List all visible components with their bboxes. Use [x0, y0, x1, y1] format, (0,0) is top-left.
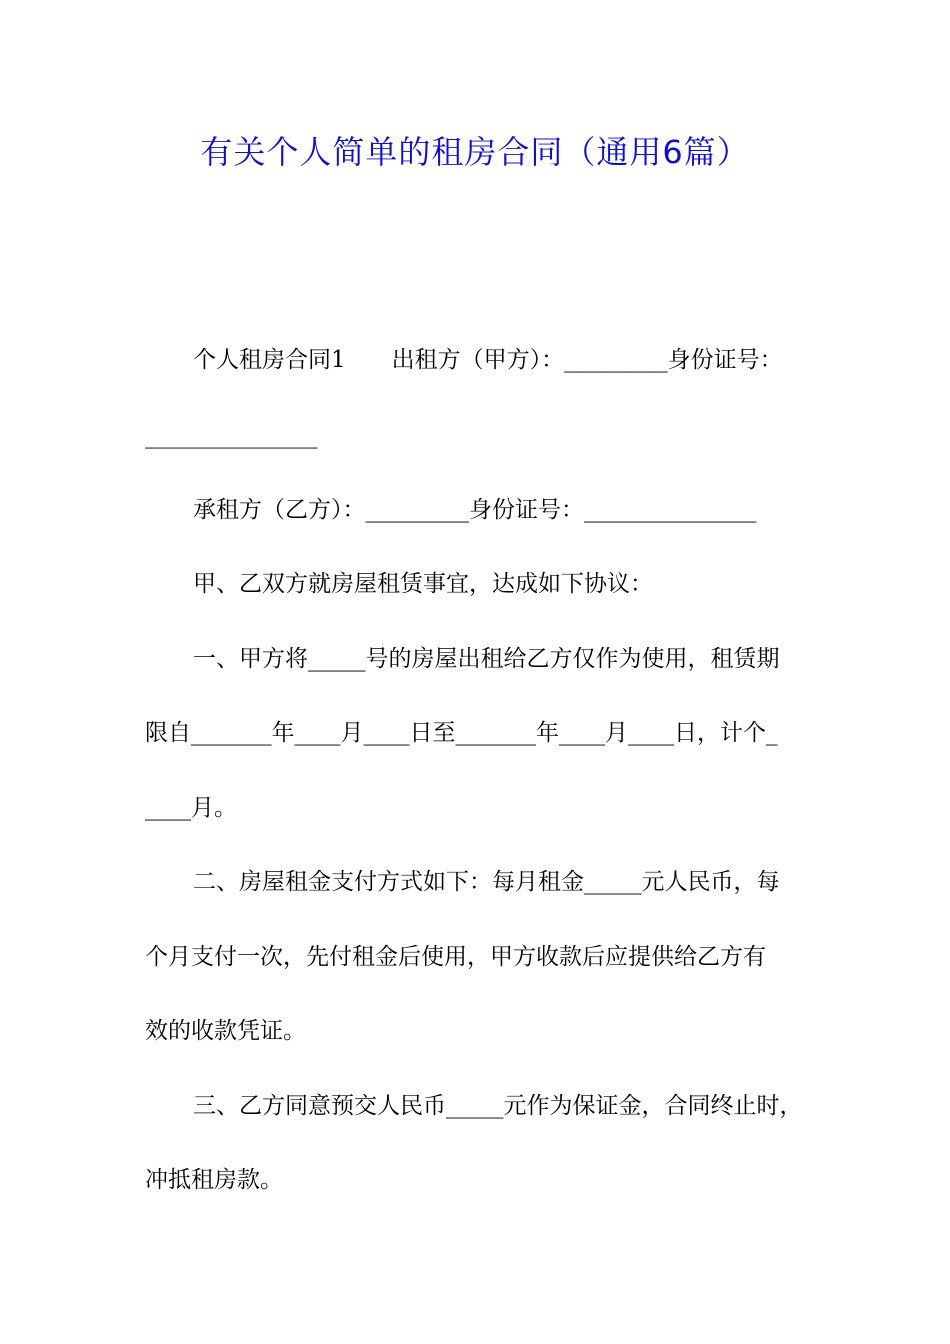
paragraph-line: 效的收款凭证。: [145, 1018, 306, 1044]
paragraph-line: _______________: [145, 423, 318, 449]
paragraph-line: 个人租房合同1 出租方（甲方）：_________身份证号：: [193, 347, 783, 373]
paragraph-line: 一、甲方将_____号的房屋出租给乙方仅作为使用，租赁期: [193, 646, 780, 672]
paragraph-line: 甲、乙双方就房屋租赁事宜，达成如下协议：: [193, 571, 653, 597]
paragraph-line: 限自_______年____月____日至_______年____月____日，计个_: [145, 720, 778, 746]
paragraph-line: 个月支付一次，先付租金后使用，甲方收款后应提供给乙方有: [145, 944, 766, 970]
paragraph-line: 承租方（乙方）：_________身份证号：_______________: [193, 497, 757, 523]
paragraph-line: 冲抵租房款。: [145, 1167, 283, 1193]
document-title: 有关个人简单的租房合同（通用6篇）: [200, 133, 750, 171]
paragraph-line: ____月。: [145, 795, 237, 821]
paragraph-line: 二、房屋租金支付方式如下：每月租金_____元人民币，每: [193, 869, 780, 895]
paragraph-line: 三、乙方同意预交人民币_____元作为保证金，合同终止时，: [193, 1093, 803, 1119]
